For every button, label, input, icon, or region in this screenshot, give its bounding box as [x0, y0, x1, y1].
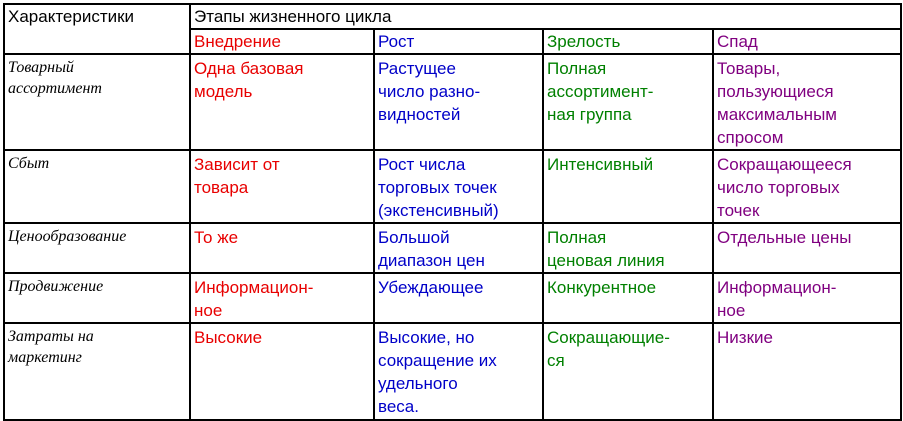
stage-header-maturity: Зрелость	[543, 29, 713, 54]
row-header-marketing-costs: Затраты на маркетинг	[4, 323, 190, 420]
table-cell: Сокращающие- ся	[543, 323, 713, 420]
table-cell: Сокращающееся число торговых точек	[713, 150, 901, 223]
table-cell: Убеждающее	[374, 273, 543, 323]
row-header-assortment: Товарный ассортимент	[4, 54, 190, 150]
table-cell: Конкурентное	[543, 273, 713, 323]
lifecycle-stages-header: Этапы жизненного цикла	[190, 4, 901, 29]
table-cell: Интенсивный	[543, 150, 713, 223]
table-cell: Информацион- ное	[190, 273, 374, 323]
table-cell: Высокие	[190, 323, 374, 420]
table-row-pricing	[4, 223, 901, 273]
row-header-pricing: Ценообразование	[4, 223, 190, 273]
table-cell: Товары, пользующиеся максимальным спросом	[713, 54, 901, 150]
stage-header-introduction: Внедрение	[190, 29, 374, 54]
table-row-sales	[4, 150, 901, 223]
table-cell: Большой диапазон цен	[374, 223, 543, 273]
table-cell: Одна базовая модель	[190, 54, 374, 150]
table-cell: Отдельные цены	[713, 223, 901, 273]
table-row-assortment	[4, 54, 901, 150]
table-cell: Низкие	[713, 323, 901, 420]
table-row-marketing-costs	[4, 323, 901, 420]
table-cell: Информацион- ное	[713, 273, 901, 323]
table-cell: Высокие, но сокращение их удельного веса.	[374, 323, 543, 420]
table-cell: То же	[190, 223, 374, 273]
table-cell: Полная ассортимент- ная группа	[543, 54, 713, 150]
header-row-1	[4, 4, 901, 29]
row-header-sales: Сбыт	[4, 150, 190, 223]
stage-header-growth: Рост	[374, 29, 543, 54]
table-cell: Растущее число разно- видностей	[374, 54, 543, 150]
table-cell: Рост числа торговых точек (экстенсивный)	[374, 150, 543, 223]
lifecycle-table	[3, 3, 902, 421]
table-cell: Зависит от товара	[190, 150, 374, 223]
table-cell: Полная ценовая линия	[543, 223, 713, 273]
characteristics-header: Характеристики	[4, 4, 190, 54]
table-row-promotion	[4, 273, 901, 323]
stage-header-decline: Спад	[713, 29, 901, 54]
row-header-promotion: Продвижение	[4, 273, 190, 323]
